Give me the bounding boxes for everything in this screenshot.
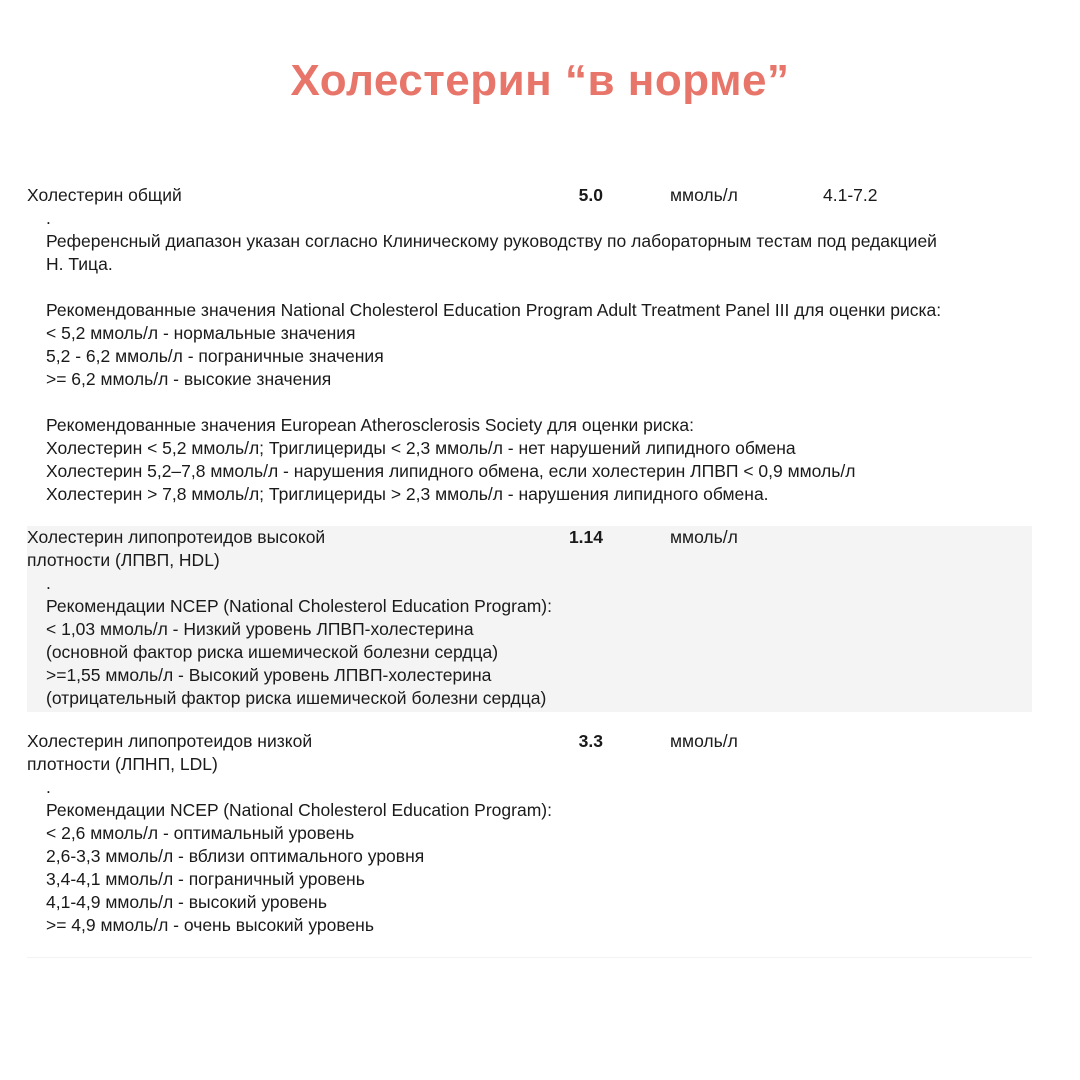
page-title: Холестерин “в норме” [290,56,790,105]
note-line: 3,4-4,1 ммоль/л - пограничный уровень [46,869,365,889]
test-row-header [27,184,1032,207]
test-row-total-cholesterol [27,184,1032,506]
note-line: (основной фактор риска ишемической болезни сердца) [46,642,499,662]
note-line: Рекомендованные значения European Atherosclerosis Society для оценки риска: [46,415,695,435]
note-line [46,276,1032,299]
note-line [46,391,1032,414]
note-line: >= 4,9 ммоль/л - очень высокий уровень [46,915,374,935]
note-line: . [46,573,51,593]
note-line: 4,1-4,9 ммоль/л - высокий уровень [46,892,327,912]
note-line: < 1,03 ммоль/л - Низкий уровень ЛПВП-холестерина [46,619,474,639]
note-line: (отрицательный фактор риска ишемической болезни сердца) [46,688,547,708]
test-notes [27,776,1032,937]
test-unit: ммоль/л [670,185,738,205]
note-line: Референсный диапазон указан согласно Клиническому руководству по лабораторным тестам под редакцией [46,231,937,251]
note-line: . [46,777,51,797]
note-line: 5,2 - 6,2 ммоль/л - пограничные значения [46,346,384,366]
test-reference-range: 4.1-7.2 [823,185,878,205]
note-line: Рекомендации NCEP (National Cholesterol Education Program): [46,596,552,616]
test-value: 1.14 [568,527,603,547]
test-row-header [27,730,1032,776]
note-line: . [46,208,51,228]
note-line: Холестерин < 5,2 ммоль/л; Триглицериды < 2,3 ммоль/л - нет нарушений липидного обмена [46,438,796,458]
test-value: 3.3 [578,731,603,751]
note-line: Холестерин 5,2–7,8 ммоль/л - нарушения липидного обмена, если холестерин ЛПВП < 0,9 ммоль/л [46,461,856,481]
test-notes [27,572,1032,710]
test-value: 5.0 [578,185,603,205]
test-row-header [27,526,1032,572]
test-unit: ммоль/л [670,527,738,547]
test-name: Холестерин липопротеидов высокой плотности (ЛПВП, HDL) [27,527,326,570]
test-unit: ммоль/л [670,731,738,751]
note-line: Рекомендации NCEP (National Cholesterol Education Program): [46,800,552,820]
test-row-ldl [27,730,1032,937]
note-line: >=1,55 ммоль/л - Высокий уровень ЛПВП-холестерина [46,665,492,685]
note-line: Рекомендованные значения National Cholesterol Education Program Adult Treatment Panel III для оценки риска: [46,300,942,320]
test-notes [27,207,1032,506]
table-bottom-divider [27,957,1032,958]
note-line: Н. Тица. [46,254,113,274]
note-line: 2,6-3,3 ммоль/л - вблизи оптимального уровня [46,846,425,866]
note-line: < 5,2 ммоль/л - нормальные значения [46,323,356,343]
test-name: Холестерин липопротеидов низкой плотности (ЛПНП, LDL) [27,731,313,774]
test-row-hdl [27,526,1032,712]
test-name: Холестерин общий [27,185,182,205]
note-line: < 2,6 ммоль/л - оптимальный уровень [46,823,355,843]
note-line: >= 6,2 ммоль/л - высокие значения [46,369,332,389]
note-line: Холестерин > 7,8 ммоль/л; Триглицериды > 2,3 ммоль/л - нарушения липидного обмена. [46,484,769,504]
